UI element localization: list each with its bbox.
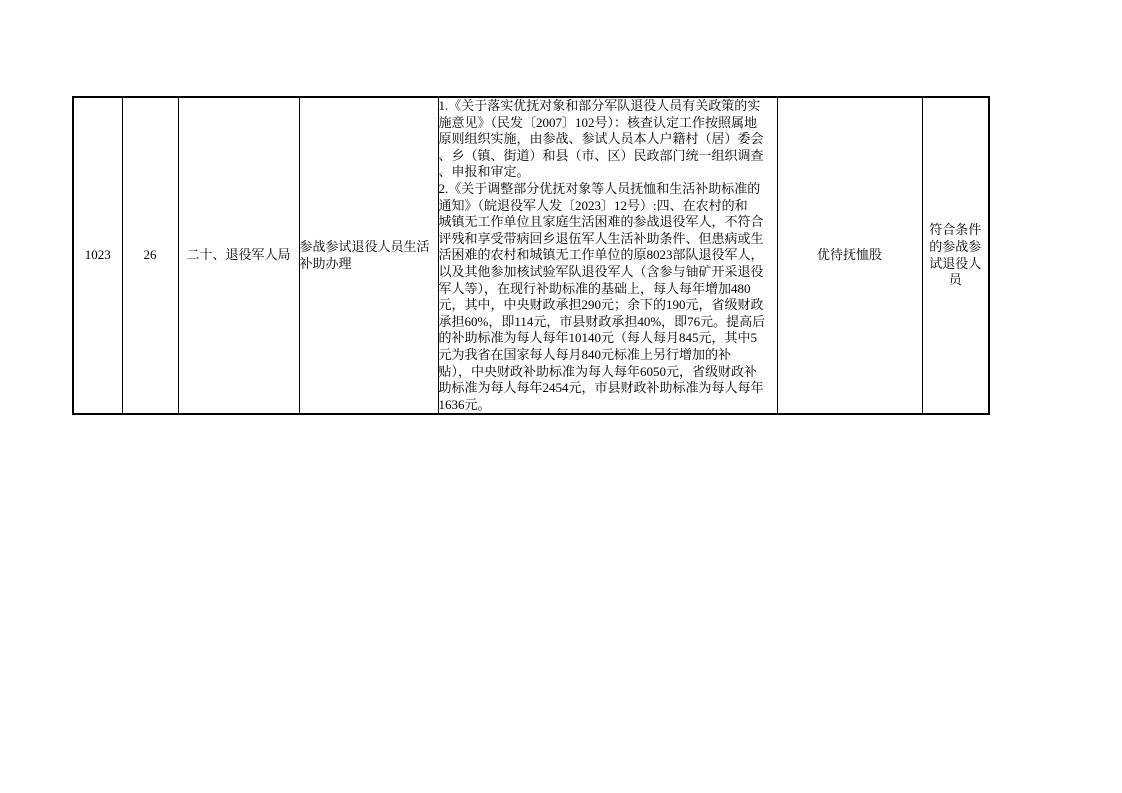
policy-table bbox=[72, 96, 990, 415]
policy-basis-line: 2.《关于调整部分优抚对象等人员抚恤和生活补助标准的 bbox=[438, 180, 761, 196]
item-name-line: 补助办理 bbox=[299, 255, 352, 271]
serial-number-cell: 1023 bbox=[73, 97, 122, 414]
department-cell: 二十、退役军人局 bbox=[178, 97, 299, 414]
policy-basis-line: 元为我省在国家每人每月840元标准上另行增加的补 bbox=[438, 346, 732, 362]
policy-basis-line: 施意见》（民发〔2007〕102号）：核查认定工作按照属地 bbox=[438, 114, 758, 130]
target-group-line: 的参战参 bbox=[929, 239, 982, 255]
policy-basis-line: 原则组织实施，由参战、参试人员本人户籍村（居）委会 bbox=[438, 131, 764, 147]
policy-basis-line: 贴），中央财政补助标准为每人每年6050元，省级财政补 bbox=[438, 363, 758, 379]
policy-basis-line: 以及其他参加核试验军队退役军人（含参与铀矿开采退役 bbox=[438, 263, 764, 279]
policy-basis-line: 1636元。 bbox=[438, 396, 491, 412]
item-name-line: 参战参试退役人员生活 bbox=[299, 239, 430, 255]
policy-basis-line: 的补助标准为每人每年10140元（每人每月845元，其中5 bbox=[438, 330, 758, 346]
policy-basis-line: 、申报和审定。 bbox=[438, 164, 530, 180]
target-group-line: 员 bbox=[948, 272, 962, 288]
target-group-line: 试退役人 bbox=[929, 255, 982, 271]
responsible-unit-cell: 优待抚恤股 bbox=[777, 97, 922, 414]
sub-number-cell: 26 bbox=[122, 97, 178, 414]
document-sheet bbox=[72, 96, 988, 414]
item-name-cell bbox=[299, 97, 438, 414]
target-group-line: 符合条件 bbox=[929, 222, 982, 238]
policy-basis-line: 军人等），在现行补助标准的基础上，每人每年增加480 bbox=[438, 280, 751, 296]
policy-basis-line: 助标准为每人每年2454元，市县财政补助标准为每人每年 bbox=[438, 380, 764, 396]
policy-basis-line: 1.《关于落实优抚对象和部分军队退役人员有关政策的实 bbox=[438, 98, 761, 113]
table-row bbox=[73, 97, 989, 414]
policy-basis-line: 元，其中，中央财政承担290元；余下的190元，省级财政 bbox=[438, 297, 764, 313]
policy-basis-cell bbox=[438, 97, 777, 414]
policy-basis-line: 承担60%，即114元，市县财政承担40%，即76元。提高后 bbox=[438, 313, 766, 329]
policy-basis-line: 评残和享受带病回乡退伍军人生活补助条件、但患病或生 bbox=[438, 230, 764, 246]
target-group-cell bbox=[922, 97, 989, 414]
policy-basis-line: 、乡（镇、街道）和县（市、区）民政部门统一组织调查 bbox=[438, 147, 764, 163]
policy-basis-line: 活困难的农村和城镇无工作单位的原8023部队退役军人， bbox=[438, 247, 764, 263]
policy-basis-line: 城镇无工作单位且家庭生活困难的参战退役军人，不符合 bbox=[438, 214, 764, 230]
policy-basis-line: 通知》（皖退役军人发〔2023〕12号）:四、在农村的和 bbox=[438, 197, 748, 213]
